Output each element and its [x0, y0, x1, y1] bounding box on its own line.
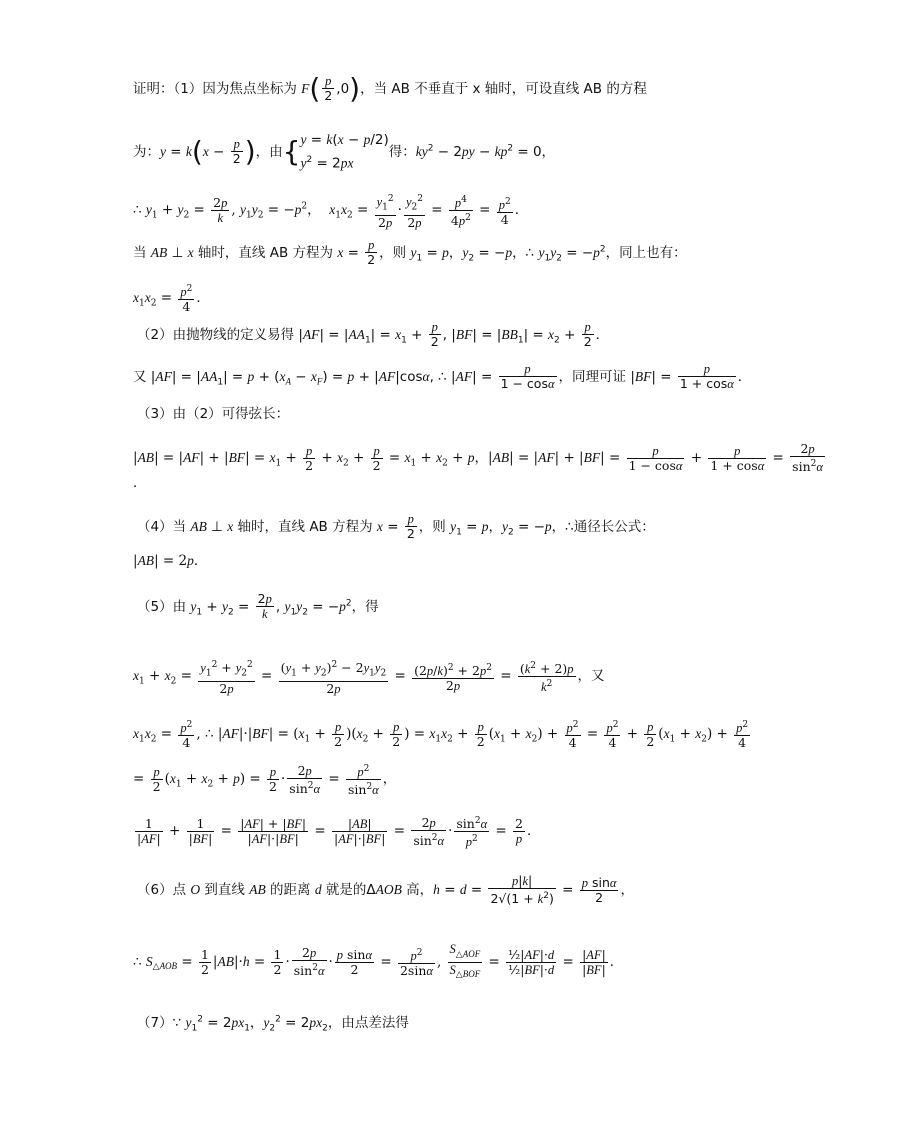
proof-line-11: （4）当 AB ⊥ x 轴时，直线 AB 方程为 x = $\frac{p}{2}$ ，则 $y_1 = p$，$y_2 = -p$，∴通径长公式： — [137, 512, 655, 541]
proof-line-10 — [133, 474, 147, 492]
proof-line-12: |AB| = 2p． — [133, 553, 208, 569]
proof-line-5: $x_1x_2$ = $\frac{p^2}{4}$ ． — [133, 284, 210, 315]
proof-line-4: 当 AB ⊥ x 轴时，直线 AB 方程为 x = $\frac{p}{2}$ ，则 $y_1 = p$，$y_2 = -p$，∴ $y_1y_2 = -p^2$，同上也有： — [133, 238, 687, 267]
proof-line-15: $x_1x_2$ = $\frac{p^2}{4}$ , ∴ $|AF|\cdot|BF| = (x_1$ + $\frac{p}{2}$ )($x_2$ + $\frac{p}{2}$ ) = $x_1x_2$ + $\frac{p}{2}$ $(x_1 + x_2)$ + $\frac{p^2}{4}$ = $\frac{p^2}{4}$ + $\frac{p}{2}$ $(x_1 + x_2)$ + $\frac{p^2}{4}$ — [133, 719, 749, 751]
proof-line-19: ∴ $S_{\triangle AOB}$ = $\frac{1}{2}$ |AB|·h = $\frac{1}{2}$ · $\frac{2p}{\sin^2\alpha}$ · $\frac{\text{p sinα}}{2}$ = $\frac{p^2}{2\sin\alpha}$ , $\frac{S_{\triangle AOF}}{S_{\triangle BOF}}$ = $\frac{\text{½|AF|·d}}{\text{½|BF|·d}}$ = $\frac{|AF|}{|BF|}$ ． — [133, 942, 624, 980]
proof-line-17: $\frac{1}{|AF|}$ + $\frac{1}{|BF|}$ = $\frac{|AF| + |BF|}{|AF|\cdot|BF|}$ = $\frac{|AB|}{|AF|\cdot|BF|}$ = $\frac{2p}{\sin^2\alpha}$ · $\frac{\sin^2\alpha}{p^2}$ = $\frac{2}{p}$ ． — [137, 814, 541, 850]
proof-line-14: $x_1 + x_2$ = $\frac{y_1^2 + y_2^2}{2p}$ = $\frac{(y_1 + y_2)^2 - 2y_1y_2}{2p}$ = $\frac{(2p/k)^2 + 2p^2}{2p}$ = $\frac{(k^2 + 2)p}{k^2}$ ，又 — [133, 660, 605, 696]
proof-line-13: （5）由 $y_1 + y_2$ = $\frac{2p}{k}$ , $y_1y_2 = -p^2$，得 — [137, 591, 379, 621]
proof-line-6: （2）由抛物线的定义易得 $|AF| = |AA_1| = x_1$ + $\frac{p}{2}$ , $|BF| = |BB_1| = x_2$ + $\frac{p}{2}$ ． — [137, 320, 610, 349]
proof-line-3: ∴ $y_1 + y_2$ = $\frac{2p}{k}$ , $y_1y_2 = -p^2$， $x_1x_2$ = $\frac{y_1^2}{2p}$ · $\frac{y_2^2}{2p}$ = $\frac{p^4}{4p^2}$ = $\frac{p^2}{4}$ ． — [133, 194, 529, 230]
proof-line-9: $|AB| = |AF| + |BF| = x_1$ + $\frac{p}{2}$ + $x_2$ + $\frac{p}{2}$ = $x_1 + x_2 + p$，|AB| = |AF| + |BF| = $\frac{p}{1 - \cos\alpha}$ + $\frac{p}{1 + \cos\alpha}$ = $\frac{2p}{\sin^2\alpha}$ — [133, 441, 823, 475]
proof-line-2: 为：y = k(x − $\frac{p}{2}$ )，由{y = k(x − p/2) $y^2 = 2px$得：$ky^2 - 2py - kp^2 = 0$， — [133, 132, 556, 172]
proof-line-16: = $\frac{p}{2}$ $(x_1 + x_2 + p)$ = $\frac{p}{2}$ · $\frac{2p}{\sin^2\alpha}$ = $\frac{p^2}{\sin^2\alpha}$ ， — [133, 762, 397, 798]
proof-line-8: （3）由（2）可得弦长： — [137, 406, 290, 422]
proof-line-1: 证明：（1）因为焦点坐标为 F( $\frac{p}{2}$ ,0)，当 AB 不垂直于 x 轴时，可设直线 AB 的方程 — [133, 71, 647, 105]
proof-line-10-text: ． — [133, 475, 147, 491]
proof-line-7: 又 $|AF| = |AA_1| = p + (x_A - x_F) = p + |AF|\cos\alpha$, ∴ |AF| = $\frac{p}{1 - \cos\alpha}$ ，同理可证 |BF| = $\frac{p}{1 + \cos\alpha}$ ． — [133, 362, 752, 391]
proof-line-18: （6）点 O 到直线 AB 的距离 d 就是的ΔAOB 高，h = d = $\frac{p|k|}{2√(1 + k^2)}$ = $\frac{\text{p sinα}}{2}$ ， — [137, 873, 634, 907]
proof-line-20: （7）∵ $y_1^2 = 2px_1$，$y_2^2 = 2px_2$，由点差法得 — [137, 1014, 409, 1034]
